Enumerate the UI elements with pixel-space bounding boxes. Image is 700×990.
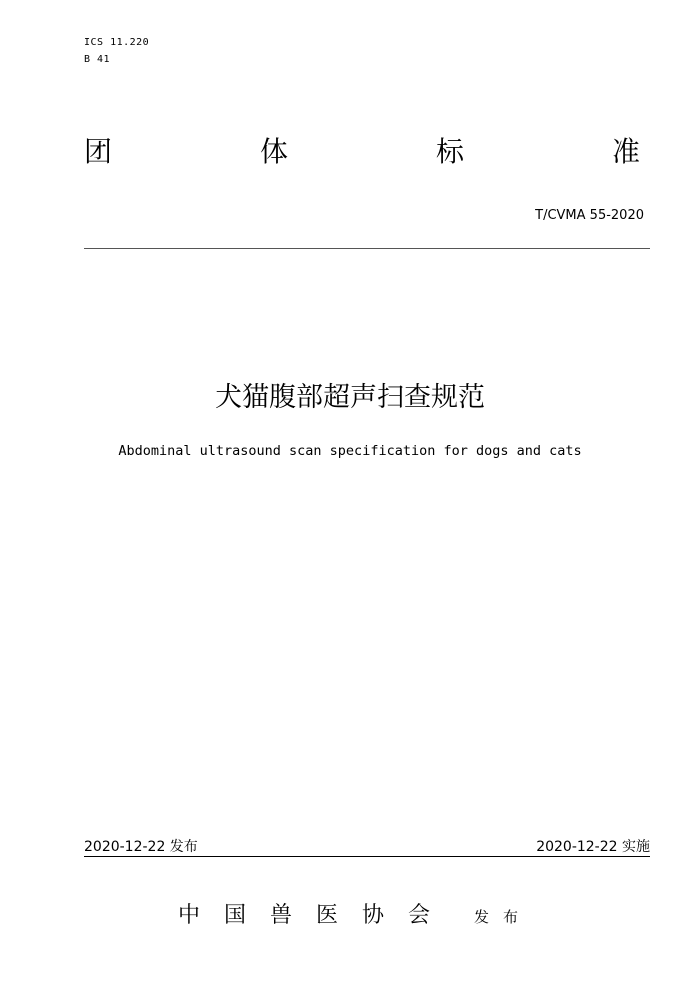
publisher-action: 发布 — [474, 908, 533, 926]
standard-type-char: 团 — [84, 135, 113, 168]
publisher-line — [178, 898, 532, 929]
implementation-date: 2020-12-22 实施 — [536, 839, 650, 855]
footer-divider — [84, 856, 650, 857]
document-title-chinese: 犬猫腹部超声扫查规范 — [215, 382, 485, 413]
ccs-code: B 41 — [84, 54, 111, 65]
issue-date: 2020-12-22 发布 — [84, 839, 198, 855]
ics-code: ICS 11.220 — [84, 37, 150, 48]
header-divider — [84, 248, 650, 249]
standard-type-char: 标 — [435, 135, 464, 168]
standard-type-char: 体 — [259, 135, 288, 168]
standard-number: T/CVMA 55-2020 — [535, 208, 644, 223]
standard-type-char: 准 — [611, 135, 640, 168]
standard-type-heading — [84, 134, 640, 170]
publisher-name: 中国兽医协会 — [178, 903, 455, 928]
document-title-english: Abdominal ultrasound scan specification for dogs and cats — [118, 443, 582, 459]
